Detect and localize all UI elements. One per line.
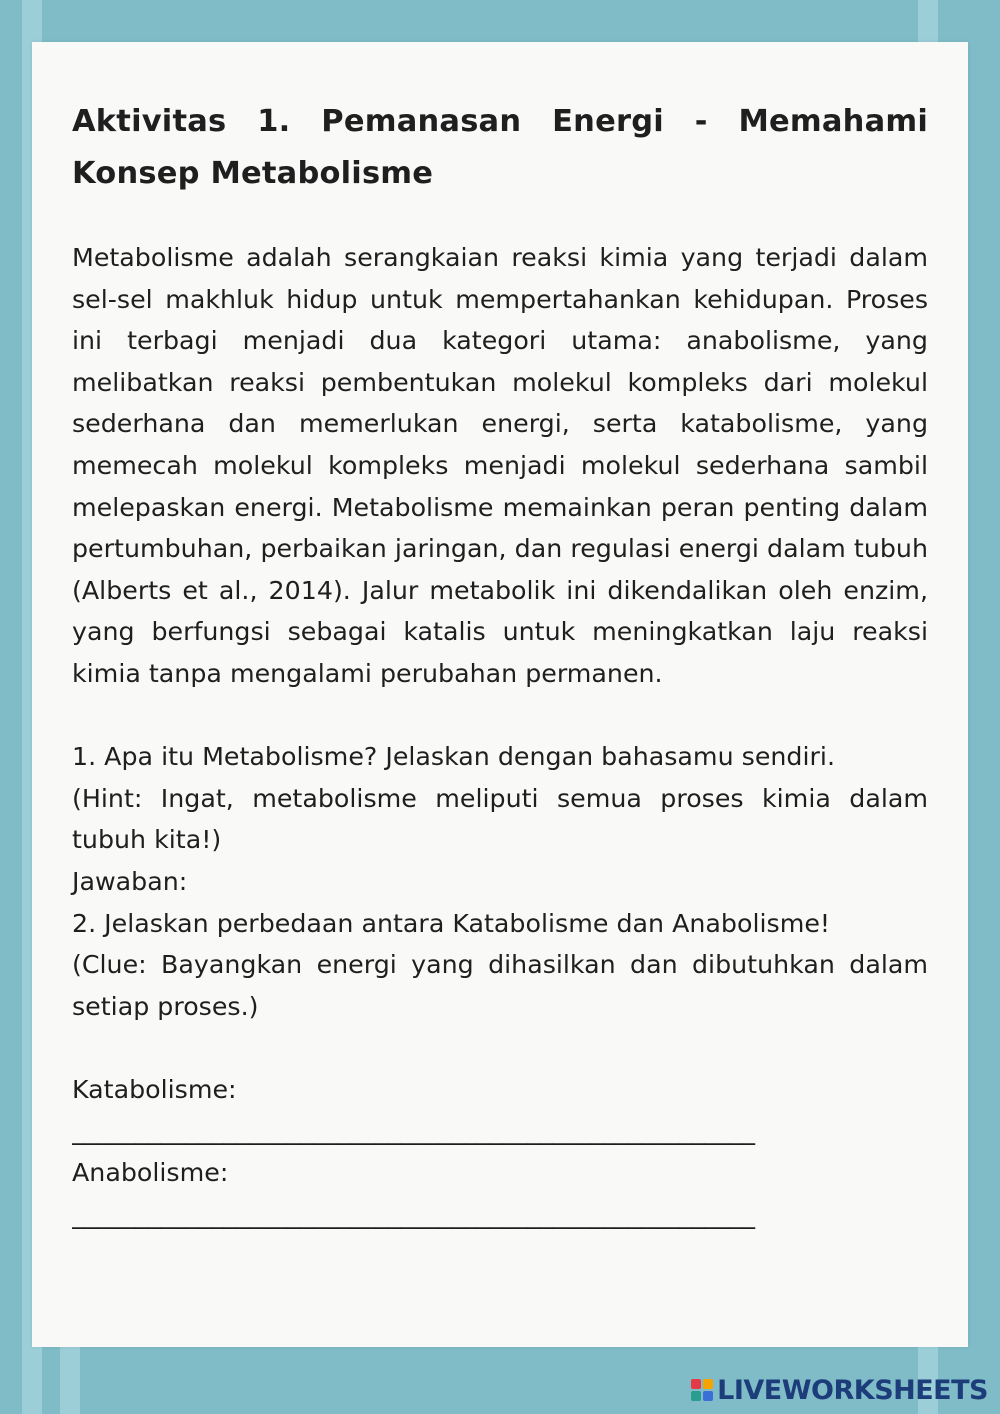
katabolisme-label: Katabolisme:: [72, 1074, 237, 1104]
liveworksheets-logo-icon: [691, 1379, 713, 1401]
logo-square: [691, 1379, 701, 1389]
worksheet-title: Aktivitas 1. Pemanasan Energi - Memahami Konsep Metabolisme: [72, 104, 928, 191]
katabolisme-answer-line[interactable]: ______________________________________________________: [72, 1116, 756, 1146]
intro-paragraph: Metabolisme adalah serangkaian reaksi kimia yang terjadi dalam sel-sel makhluk hidup untuk mempertahankan kehidupan. Proses ini terbagi menjadi dua kategori utama: anabolisme, yang melibatkan reaksi pembentukan molekul kompleks dari molekul sederhana dan memerlukan energi, serta katabolisme, yang memecah molekul kompleks menjadi molekul sederhana sambil melepaskan energi. Metabolisme memainkan peran penting dalam pertumbuhan, perbaikan jaringan, dan regulasi energi dalam tubuh (Alberts et al., 2014). Jalur metabolik ini dikendalikan oleh enzim, yang berfungsi sebagai katalis untuk meningkatkan laju reaksi kimia tanpa mengalami perubahan permanen.: [72, 243, 928, 688]
liveworksheets-brand: [691, 1372, 988, 1408]
worksheet-page: [32, 42, 968, 1347]
questions-section: [72, 736, 928, 1235]
worksheet-content: [72, 96, 928, 1235]
spacer: [72, 1027, 928, 1069]
anabolisme-answer-line[interactable]: ______________________________________________________: [72, 1199, 756, 1229]
question-1-hint: (Hint: Ingat, metabolisme meliputi semua proses kimia dalam tubuh kita!): [72, 783, 928, 855]
answer-label: Jawaban:: [72, 866, 188, 896]
question-2-hint: (Clue: Bayangkan energi yang dihasilkan dan dibutuhkan dalam setiap proses.): [72, 950, 928, 1021]
question-2: 2. Jelaskan perbedaan antara Katabolisme dan Anabolisme!: [72, 908, 831, 938]
logo-square: [691, 1391, 701, 1401]
question-1: 1. Apa itu Metabolisme? Jelaskan dengan bahasamu sendiri.: [72, 742, 835, 772]
brand-name: LIVEWORKSHEETS: [717, 1374, 988, 1406]
logo-square: [703, 1391, 713, 1401]
logo-square: [703, 1379, 713, 1389]
anabolisme-label: Anabolisme:: [72, 1158, 229, 1188]
